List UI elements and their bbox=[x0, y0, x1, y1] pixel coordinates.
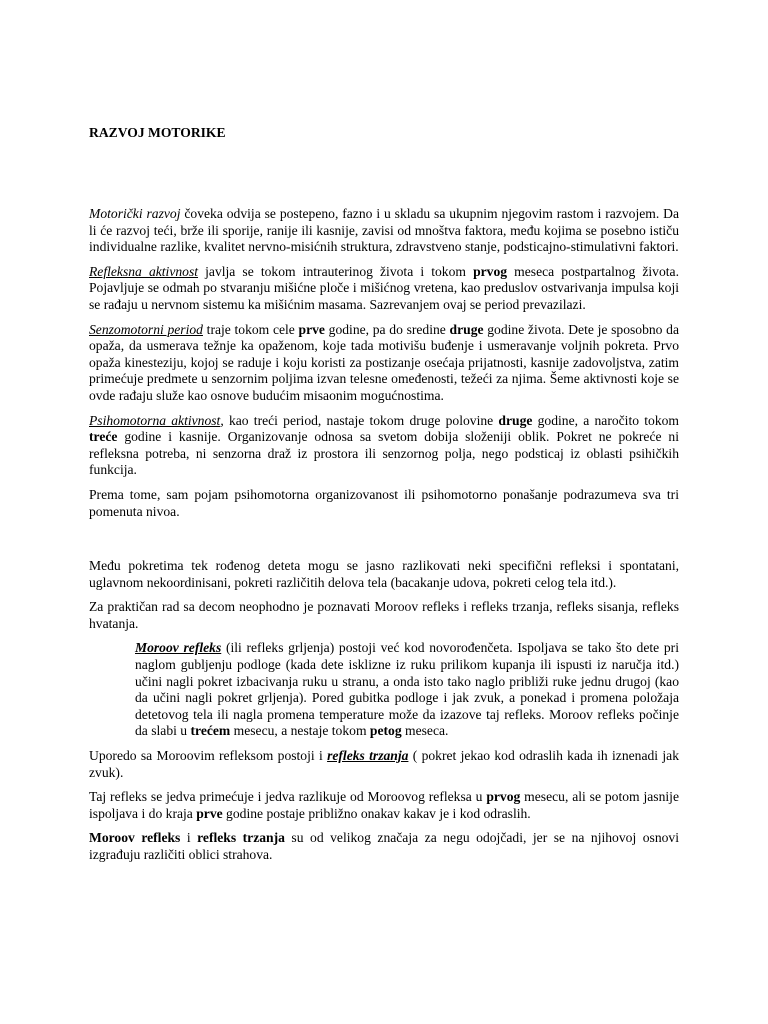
paragraph-text: godine i kasnije. Organizovanje odnosa sa svetom dobija složeniji oblik. Pokret ne pokreće ni refleksna potreba, ni senzorna draž iz prostora ili senzornog polja, nego podsticaj iz oblasti psihičkih funkcija. bbox=[89, 429, 679, 478]
paragraph-text: čoveka odvija se postepeno, fazno i u skladu sa ukupnim njegovim rastom i razvojem. Da li će razvoj teći, brže ili sporije, ranije ili kasnije, zavisi od mnoštva faktora, među kojima se posebno ističu individualne razlike, kvalitet nervno-misićnih struktura, zdravstveno stanje, podsticajno-stimulativni faktori. bbox=[89, 206, 679, 255]
paragraph-prema-tome: Prema tome, sam pojam psihomotorna organizovanost ili psihomotorno ponašanje podrazumeva sva tri pomenuta nivoa. bbox=[89, 486, 679, 519]
paragraph-text: traje tokom cele bbox=[202, 321, 299, 337]
paragraph-text: meseca. bbox=[401, 723, 449, 739]
bold-word: prve bbox=[298, 321, 325, 337]
paragraph-taj-refleks bbox=[89, 789, 679, 822]
paragraph-text: , kao treći period, nastaje tokom druge polovine bbox=[220, 412, 499, 428]
paragraph-motoricki-razvoj bbox=[89, 206, 679, 256]
paragraph-text: javlja se tokom intrauterinog života i tokom bbox=[198, 263, 474, 279]
term-refleks-trzanja: refleks trzanja bbox=[327, 748, 409, 764]
paragraph-text: godine, pa do sredine bbox=[324, 321, 450, 337]
paragraph-text: Taj refleks se jedva primećuje i jedva razlikuje od Moroovog refleksa u bbox=[89, 789, 487, 805]
paragraph-text: su od velikog značaja za negu odojčadi, jer se na njihovoj osnovi izgrađuju različiti oblici strahova. bbox=[89, 830, 679, 862]
bold-word: druge bbox=[449, 321, 484, 337]
paragraph-refleks-trzanja bbox=[89, 748, 679, 781]
paragraph-prakticni-rad: Za praktičan rad sa decom neophodno je poznavati Moroov refleks i refleks trzanja, refleks sisanja, refleks hvatanja. bbox=[89, 599, 679, 631]
term-moroov-refleks: Moroov refleks bbox=[135, 640, 222, 656]
bold-word: trećem bbox=[190, 723, 231, 739]
paragraph-senzomotorni-period bbox=[89, 322, 679, 405]
bold-word: prve bbox=[196, 805, 223, 821]
paragraph-medju-pokretima: Među pokretima tek rođenog deteta mogu se jasno razlikovati neki specifični refleksi i spontatani, uglavnom nekoordinisani, pokreti različitih delova tela (bacakanje udova, pokreti celog tela itd.). bbox=[89, 558, 679, 590]
paragraph-text: i bbox=[180, 830, 198, 846]
bold-word: petog bbox=[369, 723, 402, 739]
paragraph-text: (ili refleks grljenja) postoji već kod novorođenčeta. Ispoljava se tako što dete pri naglom gubljenju podloge (kada dete isklizne iz ruku prilikom kupanja ili ispusti iz naručja itd.) učini nagli pokret izbacivanja ruku u stranu, a onda isto tako naglo približi ruke jednu drugoj (kao da učini nagli pokret grljenja). Pored gubitka podloge i jak zvuk, a ponekad i promena položaja detetovog tela ili nagla promena temperature može da izazove taj refleks. Moroov refleks počinje da slabi u bbox=[135, 640, 679, 739]
paragraph-text: godine, a naročito tokom bbox=[532, 412, 679, 428]
paragraph-text: Uporedo sa Moroovim refleksom postoji i bbox=[89, 748, 328, 764]
paragraph-text: mesecu, a nestaje tokom bbox=[230, 723, 370, 739]
term-refleksna-aktivnost: Refleksna aktivnost bbox=[89, 263, 199, 279]
term-psihomotorna-aktivnost: Psihomotorna aktivnost bbox=[89, 412, 221, 428]
paragraph-znacaj-refleksa bbox=[89, 830, 679, 863]
term-motoricki-razvoj: Motorički razvoj bbox=[89, 206, 181, 221]
document-body bbox=[89, 206, 679, 872]
bold-word: refleks trzanja bbox=[197, 830, 285, 846]
paragraph-psihomotorna-aktivnost bbox=[89, 413, 679, 479]
paragraph-refleksna-aktivnost bbox=[89, 264, 679, 314]
bold-word: Moroov refleks bbox=[89, 830, 181, 846]
bold-word: treće bbox=[89, 429, 118, 445]
bold-word: druge bbox=[498, 412, 533, 428]
term-senzomotorni-period: Senzomotorni period bbox=[89, 321, 203, 337]
paragraph-text: mesecu, ali se potom jasnije ispoljava i do kraja bbox=[89, 789, 679, 821]
page-title: RAZVOJ MOTORIKE bbox=[89, 125, 226, 140]
paragraph-text: ( pokret jekao kod odraslih kada ih iznenadi jak zvuk). bbox=[89, 748, 679, 780]
paragraph-text: godine života. Dete je sposobno da opaža, da usmerava težnje ka opaženom, koje tada motivišu buđenje i usmeravanje voljnih pokreta. Prvo opaža kinesteziju, kojoj se raduje i koju koristi za postizanje osećaja prijatnosti, kasnije zadovoljstva, zatim primećuje predmete u senzornim poljima izvan telesne omeđenosti, težeći za njima. Šeme aktivnosti koje se ovde rađaju služe kao osnove budućim misaonim mogućnostima. bbox=[89, 321, 679, 403]
paragraph-text: meseca postpartalnog života. Pojavljuje se odmah po stvaranju mišićne ploče i mišićnog vretena, kao preduslov ostvarivanja impulsa koji se rađaju u nervnom sistemu ka mišićnim masama. Sazrevanjem ovaj se period prevazilazi. bbox=[89, 263, 679, 312]
paragraph-moroov-refleks bbox=[89, 640, 679, 740]
bold-word: prvog bbox=[486, 789, 521, 805]
paragraph-text: godine postaje približno onakav kakav je i kod odraslih. bbox=[222, 805, 531, 821]
bold-word: prvog bbox=[473, 263, 508, 279]
